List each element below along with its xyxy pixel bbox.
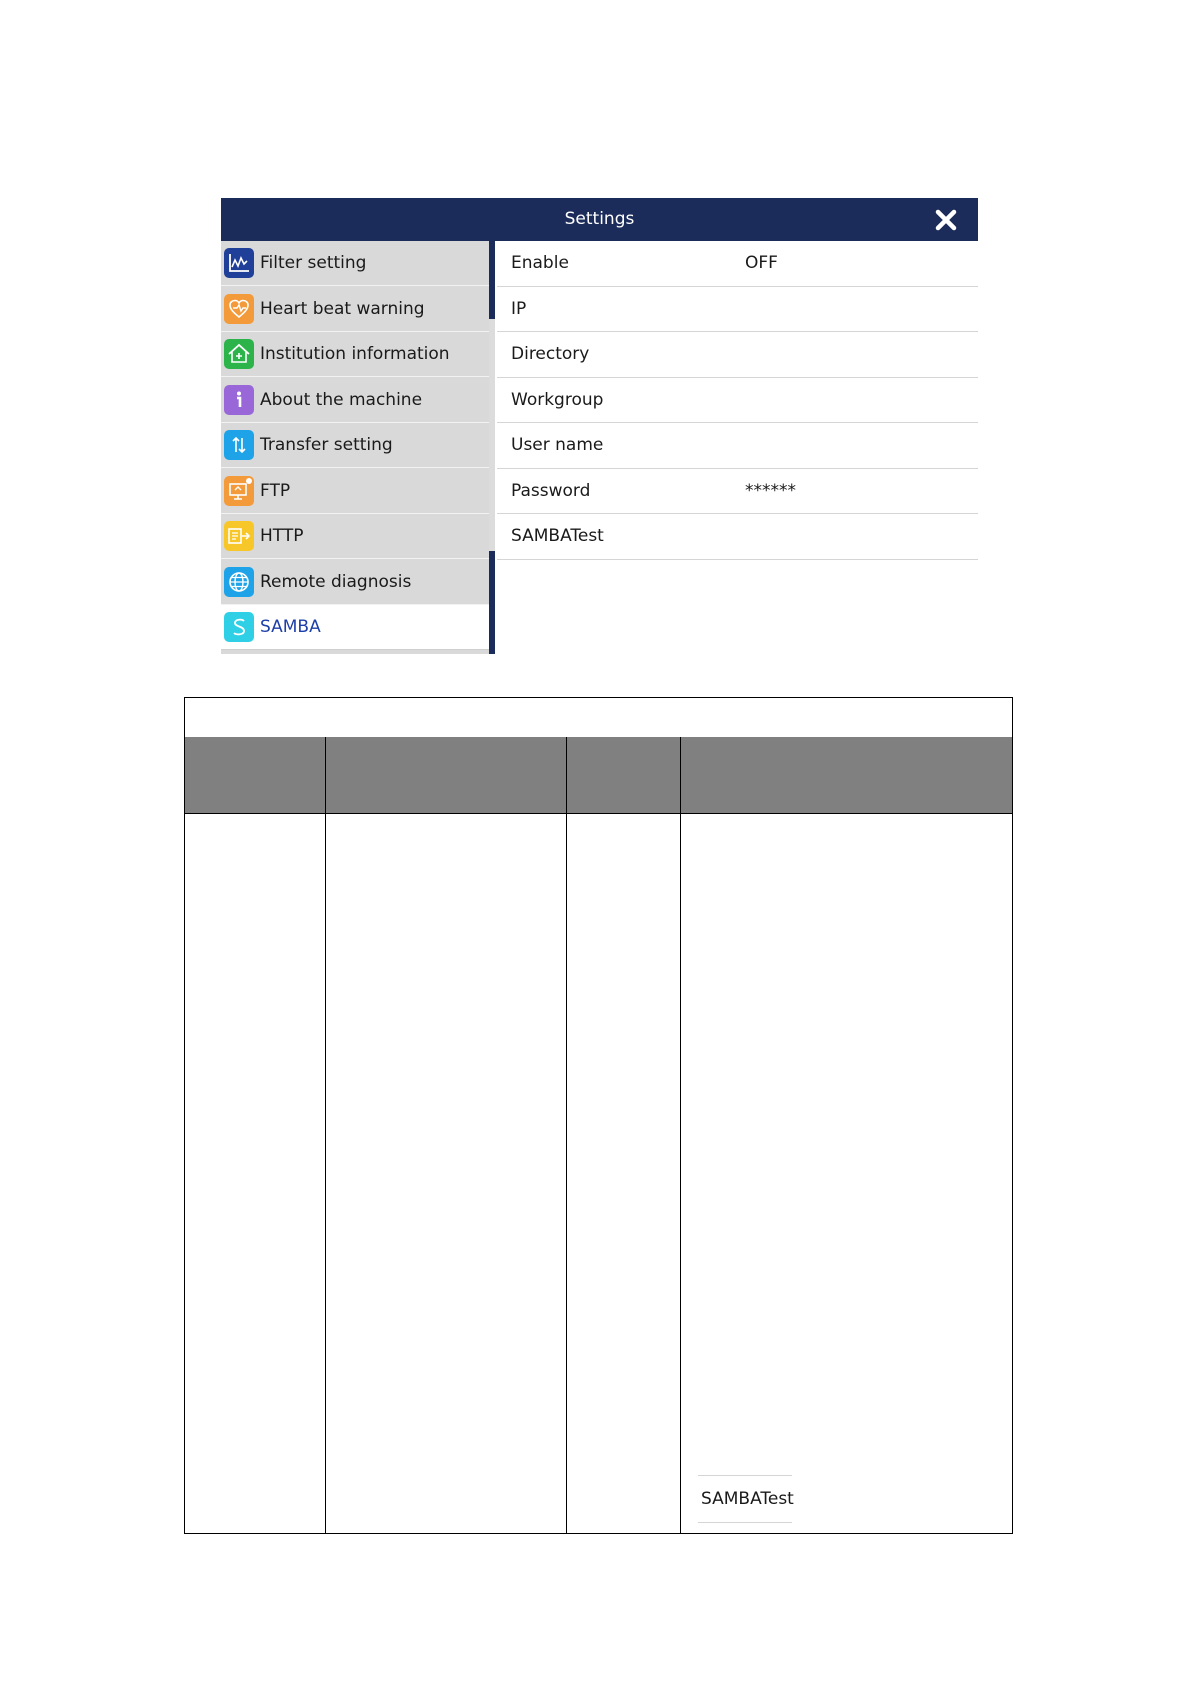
description-table	[184, 697, 1013, 1534]
row-directory[interactable]	[497, 332, 978, 378]
scrollbar-thumb-bottom[interactable]	[489, 551, 495, 654]
table-cell-samba-test: SAMBATest	[698, 1475, 792, 1523]
dialog-title: Settings	[564, 209, 635, 229]
scrollbar-thumb-top[interactable]	[489, 241, 495, 319]
row-key: IP	[511, 298, 527, 319]
row-key: Password	[511, 480, 591, 501]
close-button[interactable]	[934, 208, 958, 232]
sidebar-item-label: FTP	[260, 480, 291, 501]
sidebar-item-label: Transfer setting	[260, 435, 393, 455]
sidebar-item-label: Filter setting	[260, 253, 367, 273]
sidebar-item-institution-information[interactable]	[221, 332, 491, 377]
ftp-icon	[224, 476, 254, 506]
row-samba-test[interactable]	[497, 514, 978, 560]
institution-home-icon	[224, 339, 254, 369]
row-value: OFF	[745, 253, 778, 273]
column-divider	[325, 737, 326, 1533]
globe-icon	[224, 567, 254, 597]
filter-chart-icon	[224, 248, 254, 278]
samba-settings-panel	[497, 241, 978, 654]
row-key: Enable	[511, 253, 569, 273]
row-key: User name	[511, 435, 604, 455]
sidebar-item-transfer-setting[interactable]	[221, 423, 491, 468]
row-key: SAMBATest	[511, 526, 604, 546]
row-value: ******	[745, 480, 796, 501]
sidebar-item-ftp[interactable]	[221, 469, 491, 514]
column-divider	[566, 737, 567, 1533]
row-enable[interactable]	[497, 241, 978, 287]
row-user-name[interactable]	[497, 423, 978, 469]
sidebar-item-samba[interactable]	[221, 605, 491, 650]
table-caption	[185, 698, 1012, 738]
sidebar-item-filter-setting[interactable]	[221, 241, 491, 286]
sidebar-scrollbar[interactable]	[489, 241, 495, 654]
column-divider	[680, 737, 681, 1533]
sidebar-item-about-the-machine[interactable]	[221, 378, 491, 423]
sidebar-item-label: Institution information	[260, 344, 450, 364]
info-icon	[224, 385, 254, 415]
sidebar-item-label: Remote diagnosis	[260, 571, 412, 592]
row-password[interactable]	[497, 469, 978, 515]
row-ip[interactable]	[497, 287, 978, 333]
dialog-titlebar	[221, 198, 978, 241]
sidebar-item-label: Heart beat warning	[260, 298, 425, 319]
row-key: Workgroup	[511, 389, 604, 410]
samba-s-icon	[224, 612, 254, 642]
row-key: Directory	[511, 344, 590, 364]
sidebar-item-remote-diagnosis[interactable]	[221, 560, 491, 605]
close-icon	[934, 208, 958, 232]
http-icon	[224, 521, 254, 551]
sidebar-item-heart-beat-warning[interactable]	[221, 287, 491, 332]
sidebar-item-label: HTTP	[260, 526, 304, 546]
settings-sidebar	[221, 241, 491, 654]
table-header-row	[185, 737, 1012, 814]
sidebar-item-label: SAMBA	[260, 617, 321, 637]
row-workgroup[interactable]	[497, 378, 978, 424]
sidebar-item-http[interactable]	[221, 514, 491, 559]
transfer-arrows-icon	[224, 430, 254, 460]
settings-dialog	[221, 198, 978, 654]
sidebar-item-label: About the machine	[260, 389, 423, 410]
heart-beat-icon	[224, 294, 254, 324]
